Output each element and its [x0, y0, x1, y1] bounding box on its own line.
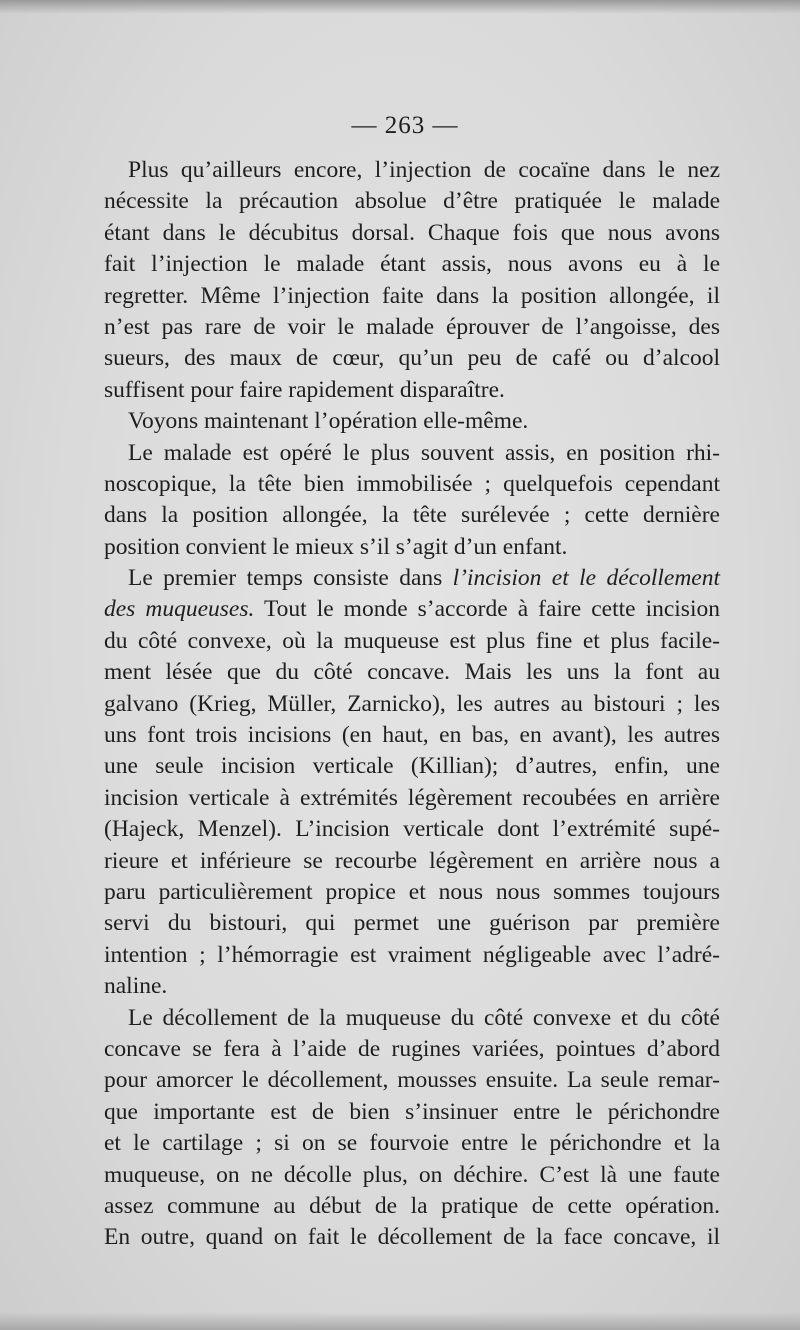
- text-line: incision verticale à extrémités légèrement recoubées en arrière: [104, 784, 720, 811]
- text-line: assez commune au début de la pratique de cette opération.: [104, 1192, 720, 1219]
- text-line: du côté convexe, où la muqueuse est plus fine et plus facile-: [104, 627, 720, 654]
- text-line: concave se fera à l’aide de rugines variées, pointues d’abord: [104, 1035, 720, 1062]
- text-line: nécessite la précaution absolue d’être pratiquée le malade: [104, 188, 720, 215]
- text-line: ment lésée que du côté concave. Mais les uns la font au: [104, 659, 720, 686]
- bottom-page-edge-shadow: [0, 1312, 800, 1330]
- text-line: dans la position allongée, la tête surélevée ; cette dernière: [104, 502, 720, 529]
- text-line: n’est pas rare de voir le malade éprouver de l’angoisse, des: [104, 313, 720, 340]
- text-line: [104, 594, 720, 625]
- text-line: Le malade est opéré le plus souvent assis, en position rhi-: [128, 439, 720, 466]
- text-line: (Hajeck, Menzel). L’incision verticale dont l’extrémité supé-: [104, 816, 720, 843]
- text-line: rieure et inférieure se recourbe légèrement en arrière nous a: [104, 847, 720, 874]
- text-line: servi du bistouri, qui permet une guérison par première: [104, 910, 720, 937]
- text-line: intention ; l’hémorragie est vraiment négligeable avec l’adré-: [104, 941, 720, 968]
- text-run: Tout le monde s’accorde à faire cette incision: [254, 596, 720, 623]
- text-line: En outre, quand on fait le décollement de la face concave, il: [104, 1224, 720, 1251]
- top-page-edge-shadow: [0, 0, 800, 14]
- text-line: galvano (Krieg, Müller, Zarnicko), les autres au bistouri ; les: [104, 690, 720, 717]
- text-line: [104, 563, 720, 594]
- text-line: Le décollement de la muqueuse du côté convexe et du côté: [128, 1004, 720, 1031]
- text-line: Voyons maintenant l’opération elle-même.: [128, 408, 529, 435]
- text-line: position convient le mieux s’il s’agit d’un enfant.: [104, 533, 568, 560]
- italic-text-run: l’incision et le décollement: [452, 565, 720, 592]
- text-run: Le premier temps consiste dans: [128, 565, 453, 592]
- page-number: — 263 —: [351, 112, 459, 139]
- text-line: regretter. Même l’injection faite dans la position allongée, il: [104, 282, 720, 309]
- text-line: une seule incision verticale (Killian); d’autres, enfin, une: [104, 753, 720, 780]
- text-line: suffisent pour faire rapidement disparaître.: [104, 376, 505, 403]
- text-line: pour amorcer le décollement, mousses ensuite. La seule remar-: [104, 1067, 720, 1094]
- text-line: que importante est de bien s’insinuer entre le périchondre: [104, 1098, 720, 1125]
- text-line: sueurs, des maux de cœur, qu’un peu de café ou d’alcool: [104, 345, 720, 372]
- text-line: muqueuse, on ne décolle plus, on déchire. C’est là une faute: [104, 1161, 720, 1188]
- text-line: uns font trois incisions (en haut, en bas, en avant), les autres: [104, 722, 720, 749]
- text-line: fait l’injection le malade étant assis, nous avons eu à le: [104, 251, 720, 278]
- text-line: étant dans le décubitus dorsal. Chaque fois que nous avons: [104, 219, 720, 246]
- text-line: noscopique, la tête bien immobilisée ; quelquefois cependant: [104, 470, 720, 497]
- italic-text-run: des muqueuses.: [104, 596, 255, 623]
- text-line: naline.: [104, 973, 168, 1000]
- text-line: Plus qu’ailleurs encore, l’injection de cocaïne dans le nez: [128, 157, 720, 183]
- text-line: paru particulièrement propice et nous nous sommes toujours: [104, 878, 720, 905]
- body-text: [104, 155, 720, 1254]
- text-line: et le cartilage ; si on se fourvoie entre le périchondre et la: [104, 1130, 720, 1157]
